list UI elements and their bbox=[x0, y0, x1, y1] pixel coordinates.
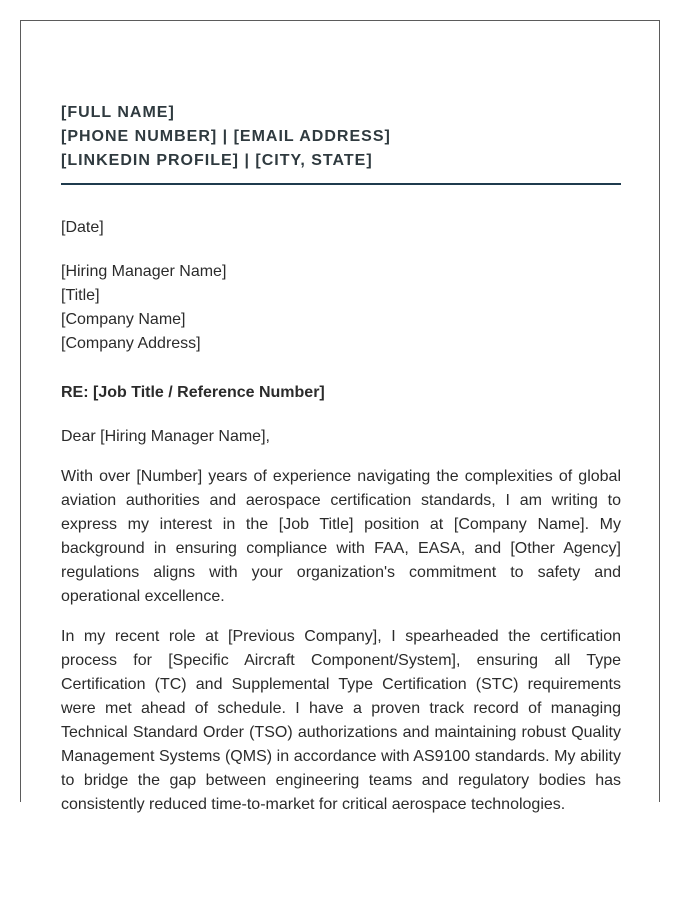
recipient-title: [Title] bbox=[61, 287, 100, 304]
reference-line: RE: [Job Title / Reference Number] bbox=[61, 384, 325, 401]
header-divider bbox=[61, 183, 621, 185]
body-paragraph-1: With over [Number] years of experience navigating the complexities of global aviation authorities and aerospace certification standards, I am writing to express my interest in the [Job Title] position at [Company Name]. My background in ensuring compliance with FAA, EASA, and [Other Agency] regulations aligns with your organization's commitment to safety and operational excellence. bbox=[61, 468, 621, 605]
recipient-company: [Company Name] bbox=[61, 311, 186, 328]
letter-content bbox=[61, 101, 621, 833]
letter-date: [Date] bbox=[61, 219, 104, 236]
profile-line: [LINKEDIN PROFILE] | [CITY, STATE] bbox=[61, 152, 373, 169]
salutation: Dear [Hiring Manager Name], bbox=[61, 428, 270, 445]
recipient-block bbox=[61, 260, 621, 356]
body-paragraph-2: In my recent role at [Previous Company], I spearheaded the certification process for [Specific Aircraft Component/System], ensuring all Type Certification (TC) and Supplemental Type Certification (STC) requirements were met ahead of schedule. I have a proven track record of managing Technical Standard Order (TSO) authorizations and maintaining robust Quality Management Systems (QMS) in accordance with AS9100 standards. My ability to bridge the gap between engineering teams and regulatory bodies has consistently reduced time-to-market for critical aerospace technologies. bbox=[61, 628, 621, 813]
letter-page bbox=[20, 20, 660, 813]
contact-line: [PHONE NUMBER] | [EMAIL ADDRESS] bbox=[61, 128, 391, 145]
recipient-address: [Company Address] bbox=[61, 335, 201, 352]
full-name: [FULL NAME] bbox=[61, 104, 175, 121]
recipient-name: [Hiring Manager Name] bbox=[61, 263, 227, 280]
